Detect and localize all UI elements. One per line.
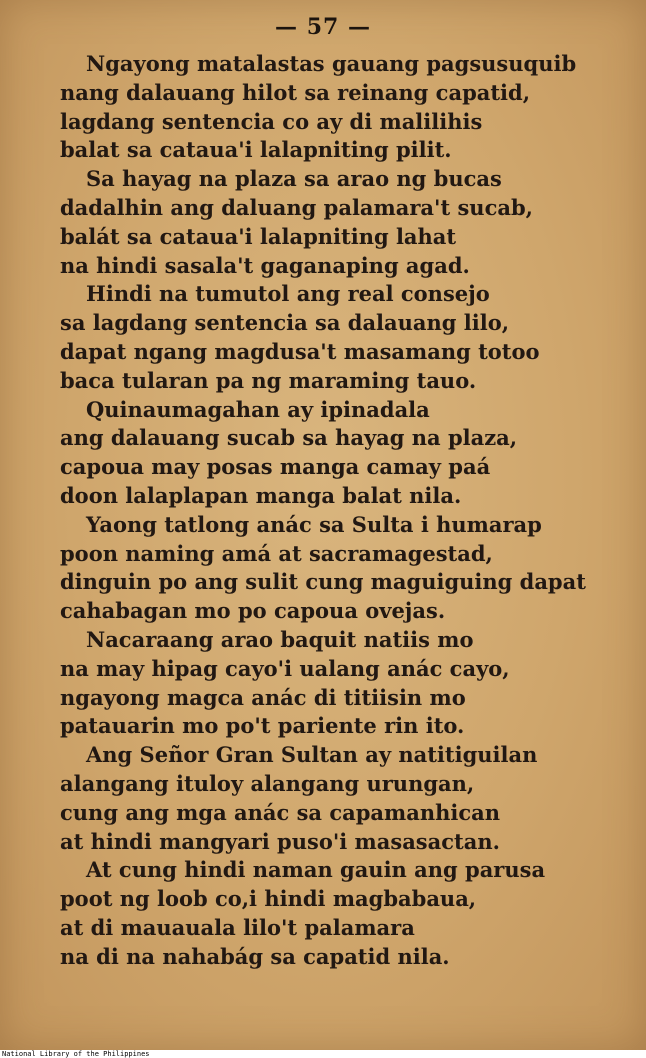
verse-line: Ngayong matalastas gauang pagsusuquib — [86, 51, 577, 76]
verse-line: ngayong magca anác di titiisin mo — [60, 684, 466, 710]
stanza-7 — [60, 741, 630, 856]
verse-line: cahabagan mo po capoua ovejas. — [60, 598, 446, 624]
stanza-3 — [60, 280, 630, 395]
stanza-5 — [60, 511, 630, 626]
verse-line: patauarin mo po't pariente rin ito. — [60, 713, 465, 739]
verse-line: Hindi na tumutol ang real consejo — [86, 281, 490, 307]
verse-line: Nacaraang arao baquit natiis mo — [86, 626, 474, 652]
stanza-6 — [60, 626, 630, 741]
verse-line: dapat ngang magdusa't masamang totoo — [60, 338, 540, 364]
verse-line: alangang ituloy alangang urungan, — [60, 770, 475, 796]
stanza-4 — [60, 396, 630, 511]
verse-line: baca tularan pa ng maraming tauo. — [60, 367, 477, 393]
verse-line: at di mauauala lilo't palamara — [60, 914, 415, 940]
verse-block — [60, 50, 630, 972]
verse-line: lagdang sentencia co ay di malilihis — [60, 108, 483, 134]
verse-line: nang dalauang hilot sa reinang capatid, — [60, 79, 531, 105]
verse-line: doon lalaplapan manga balat nila. — [60, 482, 462, 508]
library-credit: National Library of the Philippines — [2, 1050, 150, 1058]
verse-line: capoua may posas manga camay paá — [60, 454, 491, 480]
verse-line: poot ng loob co,i hindi magbabaua, — [60, 886, 477, 912]
verse-line: balat sa cataua'i lalapniting pilit. — [60, 137, 452, 163]
verse-line: na di na nahabág sa capatid nila. — [60, 943, 450, 969]
verse-line: Quinaumagahan ay ipinadala — [86, 396, 430, 422]
verse-line: At cung hindi naman gauin ang parusa — [86, 857, 546, 883]
stanza-2 — [60, 165, 630, 280]
stanza-1 — [60, 50, 630, 165]
verse-line: sa lagdang sentencia sa dalauang lilo, — [60, 310, 510, 336]
page-number: — 57 — — [275, 14, 371, 40]
verse-line: balát sa cataua'i lalapniting lahat — [60, 223, 457, 249]
verse-line: dadalhin ang daluang palamara't sucab, — [60, 194, 533, 220]
stanza-8 — [60, 856, 630, 971]
verse-line: dinguin po ang sulit cung maguiguing dapat — [60, 569, 586, 595]
verse-line: at hindi mangyari puso'i masasactan. — [60, 828, 500, 854]
verse-line: cung ang mga anác sa capamanhican — [60, 799, 501, 825]
verse-line: Sa hayag na plaza sa arao ng bucas — [86, 166, 502, 192]
verse-line: Ang Señor Gran Sultan ay natitiguilan — [86, 742, 538, 768]
verse-line: na may hipag cayo'i ualang anác cayo, — [60, 655, 510, 681]
verse-line: na hindi sasala't gaganaping agad. — [60, 252, 470, 278]
verse-line: ang dalauang sucab sa hayag na plaza, — [60, 425, 518, 451]
verse-line: poon naming amá at sacramagestad, — [60, 540, 493, 566]
verse-line: Yaong tatlong anác sa Sulta i humarap — [86, 511, 542, 537]
